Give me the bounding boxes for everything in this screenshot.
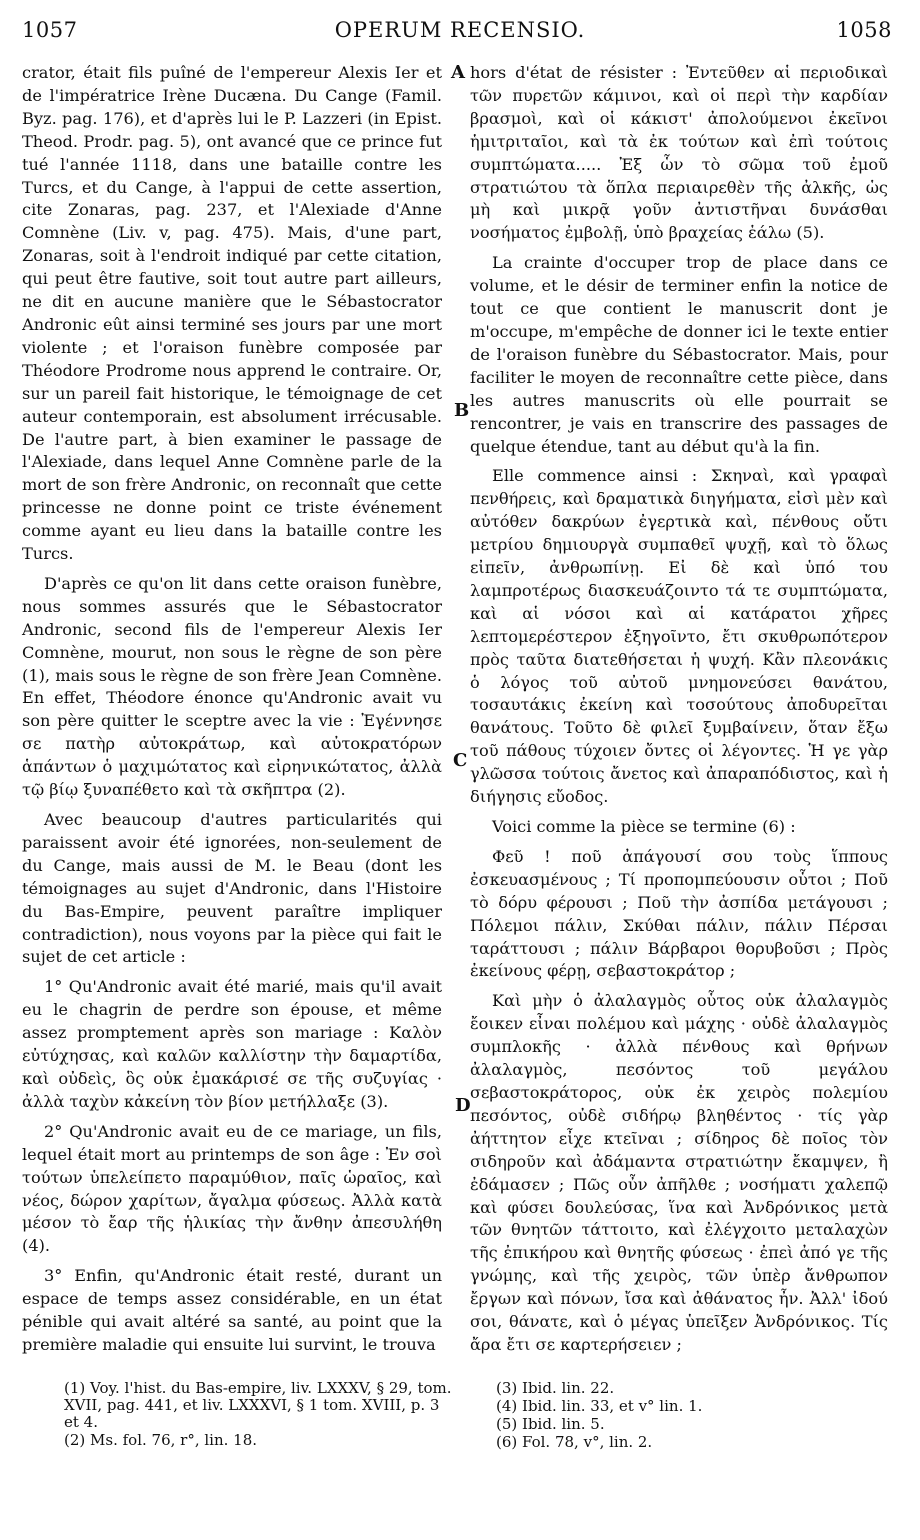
footnotes-left bbox=[64, 1380, 454, 1450]
left-column bbox=[22, 62, 442, 1364]
margin-marker-b: B bbox=[454, 400, 470, 421]
right-paragraph-1: hors d'état de résister : Ἐντεῦθεν αἱ περιοδικαὶ τῶν πυρετῶν κάμινοι, καὶ οἱ περὶ τὴν καρδίαν βρασμοὶ, καὶ οἱ κάκιστ' ἀπολούμενοι ἐκεῖνοι ἡμιτριταῖοι, καὶ τὰ ἐκ τούτων καὶ ἐπὶ τούτοις συμπτώματα..... Ἐξ ὧν τὸ σῶμα τοῦ ἐμοῦ στρατιώτου τὰ ὅπλα περιαιρεθὲν τῆς ἀλκῆς, ὡς μὴ καὶ μικρᾷ γοῦν ἀντιστῆναι δυνάσθαι νοσήματος ἐμβολῇ, ὑπὸ βραχείας ἑάλω (5). bbox=[470, 63, 888, 243]
right-paragraph-3: Elle commence ainsi : Σκηναὶ, καὶ γραφαὶ πενθήρεις, καὶ δραματικὰ διηγήματα, εἰσὶ μὲν καὶ αὐτόθεν δακρύων ἐγερτικὰ καὶ, πένθους οὔτι μετρίου δημιουργὰ συμπαθεῖ ψυχῇ, καὶ τὸ ὅλως εἰπεῖν, ἀνθρωπίνῃ. Εἰ δὲ καὶ ὑπό του λαμπροτέρως διασκευάζοιντο τά τε συμπτώματα, καὶ αἱ νόσοι καὶ αἱ κατάρατοι χῆρες λεπτομερέστερον ἐξηγοῖντο, ἔτι σκυθρωπότερον πρὸς ταῦτα διατεθήσεται ἡ ψυχή. Κἂν πλεονάκις ὁ λόγος τοῦ αὐτοῦ μνημονεύσει θανάτου, τοσαυτάκις ἐκείνη καὶ τοσούτους ἀποδυρεῖται θανάτους. Τοῦτο δὲ φιλεῖ ξυμβαίνειν, ὅταν ἔξω τοῦ πάθους τύχοιεν ὄντες οἱ λέγοντες. Ἡ γε γὰρ γλῶσσα τούτοις ἄνετος καὶ ἀπαραπόδιστος, καὶ ἡ διήγησις εὔοδος. bbox=[470, 466, 888, 807]
left-paragraph-2: D'après ce qu'on lit dans cette oraison funèbre, nous sommes assurés que le Sébastocrator Andronic, second fils de l'empereur Alexis Ier Comnène, mourut, non sous le règne de son père (1), mais sous le règne de son frère Jean Comnène. En effet, Théodore énonce qu'Andronic avait vu son père quitter le sceptre avec la vie : Ἐγέννησε σε πατὴρ αὐτοκράτωρ, καὶ αὐτοκρατόρων ἁπάντων ὁ μαχιμώτατος καὶ εἰρηνικώτατος, ἀλλὰ τῷ βίῳ ξυναπέθετο καὶ τὰ σκῆπτρα (2). bbox=[22, 573, 442, 800]
footnote-2: (2) Ms. fol. 76, r°, lin. 18. bbox=[64, 1431, 258, 1449]
footnote-4: (4) Ibid. lin. 33, et v° lin. 1. bbox=[496, 1397, 703, 1415]
left-page-number: 1057 bbox=[22, 18, 78, 42]
footnote-3: (3) Ibid. lin. 22. bbox=[496, 1379, 615, 1397]
margin-marker-a: A bbox=[451, 62, 465, 83]
footnotes-right bbox=[496, 1380, 796, 1452]
footnote-1: (1) Voy. l'hist. du Bas-empire, liv. LXXXV, § 29, tom. XVII, pag. 441, et liv. LXXXVI, § 1 tom. XVIII, p. 3 et 4. bbox=[64, 1379, 452, 1431]
left-paragraph-3: Avec beaucoup d'autres particularités qui paraissent avoir été ignorées, non-seulement de du Cange, mais aussi de M. le Beau (dont les témoignages au sujet d'Andronic, dans l'Histoire du Bas-Empire, peuvent paraître impliquer contradiction), nous voyons par la pièce qui fait le sujet de cet article : bbox=[22, 810, 442, 967]
right-paragraph-2: La crainte d'occuper trop de place dans ce volume, et le désir de terminer enfin la notice de tout ce que contient le manuscrit dont je m'occupe, m'empêche de donner ici le texte entier de l'oraison funèbre du Sébastocrator. Mais, pour faciliter le moyen de reconnaître cette pièce, dans les autres manuscrits où elle pourrait se rencontrer, je vais en transcrire des passages de quelque étendue, tant au début qu'à la fin. bbox=[470, 253, 888, 456]
right-paragraph-4: Voici comme la pièce se termine (6) : bbox=[492, 817, 796, 836]
footnote-5: (5) Ibid. lin. 5. bbox=[496, 1415, 605, 1433]
right-paragraph-6: Καὶ μὴν ὁ ἀλαλαγμὸς οὗτος οὐκ ἀλαλαγμὸς ἔοικεν εἶναι πολέμου καὶ μάχης · οὐδὲ ἀλαλαγμὸς συμπλοκῆς · ἀλλὰ πένθους καὶ θρήνων ἀλαλαγμὸς, πεσόντος τοῦ μεγάλου σεβαστοκράτορος, οὐκ ἐκ χειρὸς πολεμίου πεσόντος, οὐδὲ σιδήρῳ βληθέντος · τίς γὰρ ἀήττητον εἶχε κτεῖναι ; σίδηρος δὲ ποῖος τὸν σιδηροῦν καὶ ἀδάμαντα στρατιώτην ἔκαμψεν, ἢ ἐδάμασεν ; Πῶς οὖν ἀπῆλθε ; νοσήματι χαλεπῷ καὶ φύσει δουλεύσας, ἵνα καὶ Ἀνδρόνικος μετὰ τῶν θνητῶν τάττοιτο, καὶ ἐλέγχοιτο μεταλαχὼν τῆς ἐπικήρου καὶ θνητῆς φύσεως · ἐπεὶ ἀπό γε τῆς γνώμης, καὶ τῆς χειρὸς, τῶν ὑπὲρ ἄνθρωπον ἔργων καὶ πόνων, ἴσα καὶ ἀθάνατος ἦν. Ἀλλ' ἰδού σοι, θάνατε, καὶ ὁ μέγας ὑπεῖξεν Ἀνδρόνικος. Τίς ἄρα ἔτι σε καρτερήσειεν ; bbox=[470, 991, 888, 1354]
right-page-number: 1058 bbox=[836, 18, 892, 42]
left-paragraph-5: 2° Qu'Andronic avait eu de ce mariage, un fils, lequel était mort au printemps de son âge : Ἐν σοὶ τούτων ὑπελείπετο παραμύθιον, παῖς ὡραῖος, καὶ νέος, δώρον χαρίτων, ἄγαλμα φύσεως. Ἀλλὰ κατὰ μέσον τὸ ἔαρ τῆς ἡλικίας τὴν ἄνθην ἀπεσυλήθη (4). bbox=[22, 1121, 442, 1256]
footnote-6: (6) Fol. 78, v°, lin. 2. bbox=[496, 1433, 653, 1451]
right-column bbox=[470, 62, 888, 1364]
running-title: OPERUM RECENSIO. bbox=[334, 18, 586, 42]
right-paragraph-5: Φεῦ ! ποῦ ἀπάγουσί σου τοὺς ἵππους ἐσκευασμένους ; Τί προπομπεύουσιν οὗτοι ; Ποῦ τὸ δόρυ φέρουσι ; Ποῦ τὴν ἀσπίδα μετάγουσι ; Πόλεμοι πάλιν, Σκύθαι πάλιν, πάλιν Πέρσαι ταράττουσι ; πάλιν Βάρβαροι θορυβοῦσι ; Πρὸς ἐκείνους φέρῃ, σεβαστοκράτορ ; bbox=[470, 846, 888, 981]
left-paragraph-1: crator, était fils puîné de l'empereur Alexis Ier et de l'impératrice Irène Ducæna. Du Cange (Famil. Byz. pag. 176), et d'après lui le P. Lazzeri (in Epist. Theod. Prodr. pag. 5), ont avancé que ce prince fut tué l'année 1118, dans une bataille contre les Turcs, et du Cange, à l'appui de cette assertion, cite Zonaras, pag. 237, et l'Alexiade d'Anne Comnène (Liv. v, pag. 475). Mais, d'une part, Zonaras, soit à l'endroit indiqué par cette citation, qui peut être fautive, soit tout autre part ailleurs, ne dit en aucune manière que le Sébastocrator Andronic eût ainsi terminé ses jours par une mort violente ; et l'oraison funèbre composée par Théodore Prodrome nous apprend le contraire. Or, sur un pareil fait historique, le témoignage de cet auteur contemporain, est absolument irrécusable. De l'autre part, à bien examiner le passage de l'Alexiade, dans lequel Anne Comnène parle de la mort de son frère Andronic, on reconnaît que cette princesse ne donne point ce triste événement comme ayant eu lieu dans la bataille contre les Turcs. bbox=[22, 63, 442, 564]
margin-marker-c: C bbox=[453, 750, 468, 771]
margin-marker-d: D bbox=[455, 1095, 471, 1116]
left-paragraph-6: 3° Enfin, qu'Andronic était resté, durant un espace de temps assez considérable, en un état pénible qui avait altéré sa santé, au point que la première maladie qui ensuite lui survint, le trouva bbox=[22, 1266, 442, 1354]
left-paragraph-4: 1° Qu'Andronic avait été marié, mais qu'il avait eu le chagrin de perdre son épouse, et même assez promptement après son mariage : Καλὸν εὐτύχησας, καὶ καλῶν καλλίστην τὴν δαμαρτίδα, καὶ οὐδεὶς, ὃς οὐκ ἐμακάρισέ σε τῆς συζυγίας · ἀλλὰ ταχὺν κἀκείνη τὸν βίον μετήλλαξε (3). bbox=[22, 977, 442, 1111]
